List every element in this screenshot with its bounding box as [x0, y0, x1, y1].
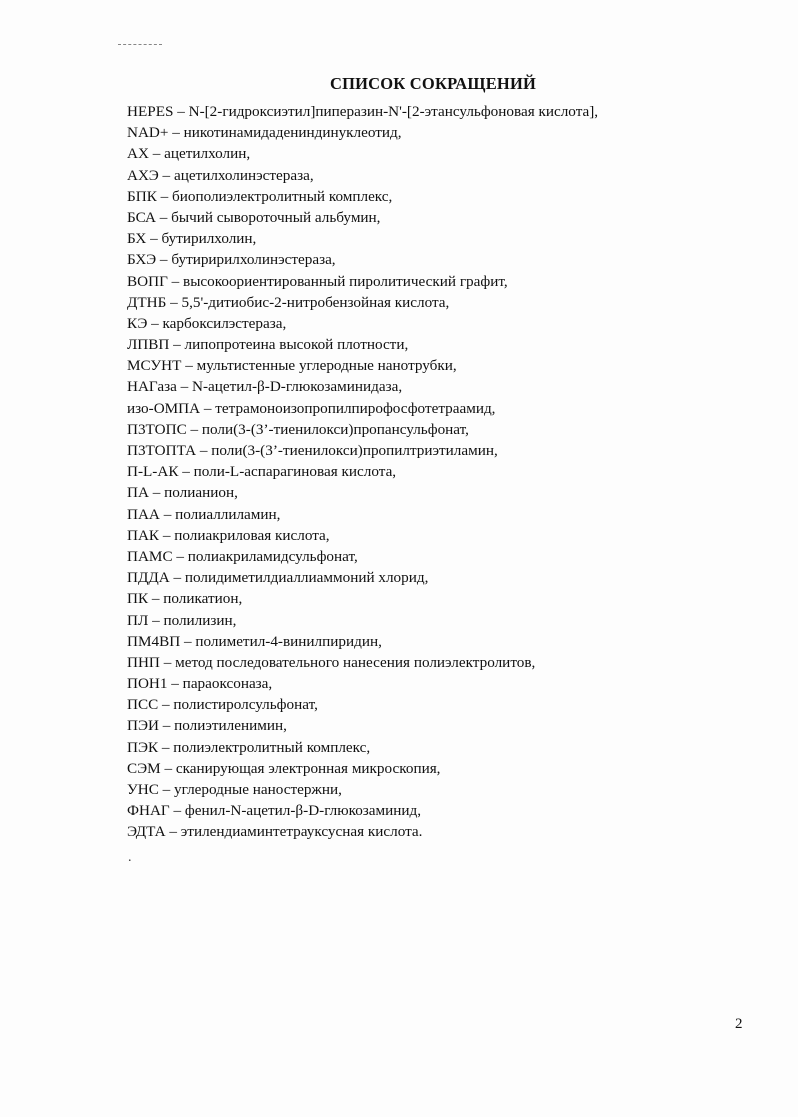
list-item: АХЭ – ацетилхолинэстераза,	[127, 166, 314, 184]
list-item: БПК – биополиэлектролитный комплекс,	[127, 187, 393, 205]
list-item: БХЭ – бутиририлхолинэстераза,	[127, 251, 336, 269]
list-item: БХ – бутирилхолин,	[127, 230, 257, 248]
list-item: ПАА – полиаллиламин,	[127, 505, 281, 523]
list-item: ПК – поликатион,	[127, 590, 243, 608]
page-number: 2	[735, 1016, 743, 1032]
list-item: ПАК – полиакриловая кислота,	[127, 526, 330, 544]
list-item: ПЛ – полилизин,	[127, 611, 237, 629]
list-item: NAD+ – никотинамидадениндинуклеотид,	[127, 124, 402, 142]
list-item: ФНАГ – фенил-N-ацетил-β-D-глюкозаминид,	[127, 802, 422, 820]
list-item: ЭДТА – этилендиаминтетрауксусная кислота.	[127, 823, 423, 841]
page-title: СПИСОК СОКРАЩЕНИЙ	[329, 74, 537, 93]
list-item: ВОПГ – высокоориентированный пиролитический графит,	[127, 272, 508, 290]
abbreviation-list	[127, 101, 767, 843]
stray-mark: .	[128, 850, 132, 865]
list-item: ПДДА – полидиметилдиаллиаммоний хлорид,	[127, 569, 429, 587]
list-item: ЛПВП – липопротеина высокой плотности,	[127, 336, 409, 354]
list-item: ПОН1 – параоксоназа,	[127, 675, 273, 693]
list-item: НАГаза – N-ацетил-β-D-глюкозаминидаза,	[127, 378, 403, 396]
list-item: ПЭИ – полиэтиленимин,	[127, 717, 287, 735]
list-item: П-L-АК – поли-L-аспарагиновая кислота,	[127, 463, 397, 481]
list-item: ПА – полианион,	[127, 484, 238, 502]
list-item: П3ТОПТА – поли(3-(3’-тиенилокси)пропилтриэтиламин,	[127, 442, 498, 459]
list-item: ДТНБ – 5,5'-дитиобис-2-нитробензойная кислота,	[127, 293, 450, 311]
list-item: ПСС – полистиролсульфонат,	[127, 696, 318, 714]
list-item: КЭ – карбоксилэстераза,	[127, 314, 287, 332]
list-item: ПАМС – полиакриламидсульфонат,	[127, 547, 358, 565]
list-item: HEPES – N-[2-гидроксиэтил]пиперазин-N'-[2-этансульфоновая кислота],	[127, 103, 599, 120]
list-item: ПНП – метод последовательного нанесения полиэлектролитов,	[127, 653, 536, 671]
list-item: СЭМ – сканирующая электронная микроскопия,	[127, 759, 441, 777]
list-item: БСА – бычий сывороточный альбумин,	[127, 208, 381, 226]
list-item: изо-ОМПА – тетрамоноизопропилпирофосфотетраамид,	[127, 399, 496, 417]
list-item: АХ – ацетилхолин,	[127, 145, 251, 163]
list-item: ПМ4ВП – полиметил-4-винилпиридин,	[127, 632, 382, 650]
list-item: П3ТОПС – поли(3-(3’-тиенилокси)пропансульфонат,	[127, 420, 469, 438]
list-item: МСУНТ – мультистенные углеродные нанотрубки,	[127, 357, 457, 375]
scan-artifact-mark	[118, 44, 162, 47]
list-item: ПЭК – полиэлектролитный комплекс,	[127, 738, 371, 756]
list-item: УНС – углеродные наностержни,	[127, 781, 342, 798]
